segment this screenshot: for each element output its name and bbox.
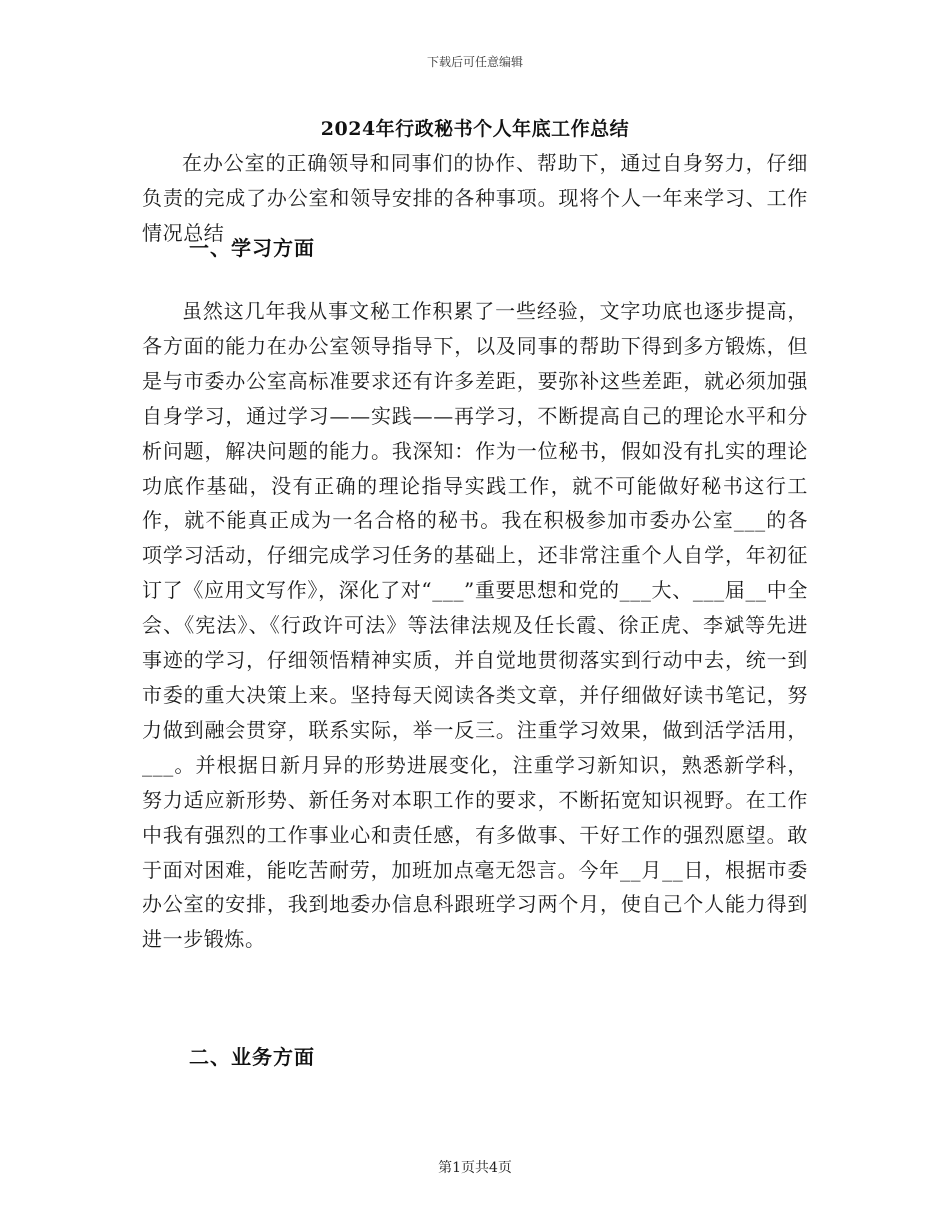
page-footer: 第1页共4页 xyxy=(438,1160,512,1176)
header-note: 下载后可任意编辑 xyxy=(426,55,523,69)
section-heading-business: 二、业务方面 xyxy=(189,1045,315,1069)
study-body xyxy=(142,294,808,957)
study-paragraph: 虽然这几年我从事文秘工作积累了一些经验，文字功底也逐步提高，各方面的能力在办公室领导指导下，以及同事的帮助下得到多方锻炼，但是与市委办公室高标准要求还有许多差距，要弥补这些差距，就必须加强自身学习，通过学习——实践——再学习，不断提高自己的理论水平和分析问题，解决问题的能力。我深知：作为一位秘书，假如没有扎实的理论功底作基础，没有正确的理论指导实践工作，就不可能做好秘书这行工作，就不能真正成为一名合格的秘书。我在积极参加市委办公室___的各项学习活动，仔细完成学习任务的基础上，还非常注重个人自学，年初征订了《应用文写作》，深化了对“___”重要思想和党的___大、___届__中全会、《宪法》、《行政许可法》等法律法规及任长霞、徐正虎、李斌等先进事迹的学习，仔细领悟精神实质，并自觉地贯彻落实到行动中去，统一到市委的重大决策上来。坚持每天阅读各类文章，并仔细做好读书笔记，努力做到融会贯穿，联系实际，举一反三。注重学习效果，做到活学活用，___。并根据日新月异的形势进展变化，注重学习新知识，熟悉新学科，努力适应新形势、新任务对本职工作的要求，不断拓宽知识视野。在工作中我有强烈的工作事业心和责任感，有多做事、干好工作的强烈愿望。敢于面对困难，能吃苦耐劳，加班加点毫无怨言。今年__月__日，根据市委办公室的安排，我到地委办信息科跟班学习两个月，使自己个人能力得到进一步锻炼。 xyxy=(142,299,808,952)
document-title: 2024年行政秘书个人年底工作总结 xyxy=(320,118,630,140)
intro-paragraph: 在办公室的正确领导和同事们的协作、帮助下，通过自身努力，仔细负责的完成了办公室和领导安排的各种事项。现将个人一年来学习、工作情况总结 xyxy=(142,151,808,245)
section-heading-study: 一、学习方面 xyxy=(189,236,315,260)
